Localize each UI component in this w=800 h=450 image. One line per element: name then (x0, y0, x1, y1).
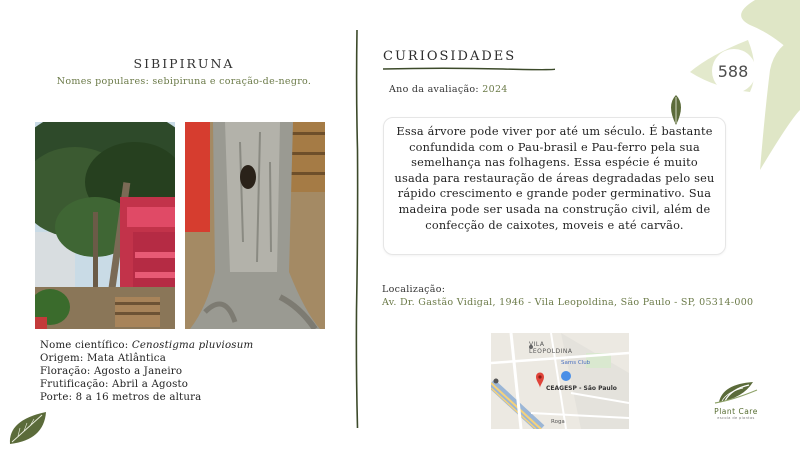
location-map[interactable] (491, 333, 629, 429)
fruiting-line: Frutificação: Abril a Agosto (40, 379, 189, 390)
trunk-image (185, 122, 325, 329)
map-street-label: Roga (551, 419, 565, 425)
scientific-name-line (40, 339, 253, 352)
description-card (383, 117, 726, 255)
popular-names: Nomes populares: sebipiruna e coração-de-negro. (56, 76, 312, 87)
scientific-name: Cenostigma pluviosum (131, 340, 254, 351)
trunk-photo (185, 122, 325, 329)
map-district-label: VILA LEOPOLDINA (529, 341, 573, 355)
map-pin-label: CEAGESP - São Paulo (546, 385, 617, 392)
tree-canopy-image (35, 122, 175, 329)
corner-leaf-icon (8, 410, 48, 446)
location-label: Localização: (382, 284, 446, 295)
size-line: Porte: 8 a 16 metros de altura (40, 392, 202, 403)
logo-name: Plant Care (714, 407, 758, 416)
title-underline (383, 66, 555, 72)
tree-photo (35, 122, 175, 329)
species-facts (40, 339, 253, 404)
location-address: Av. Dr. Gastão Vidigal, 1946 - Vila Leopoldina, São Paulo - SP, 05314-000 (382, 297, 754, 308)
map-store-label: Sams Club (561, 360, 591, 366)
plant-care-logo (706, 380, 766, 425)
scientific-name-label: Nome científico: (40, 340, 132, 351)
leaf-icon (666, 95, 686, 125)
species-title: SIBIPIRUNA (133, 56, 235, 71)
year-label: Ano da avaliação: (389, 84, 483, 95)
year-value: 2024 (482, 84, 508, 95)
curiosities-title: CURIOSIDADES (383, 49, 517, 64)
logo-leaf-mark (713, 380, 759, 404)
tree-number-badge: 588 (717, 62, 749, 81)
column-divider (353, 30, 361, 428)
evaluation-year (389, 84, 508, 95)
logo-tagline: escola de plantas (717, 416, 755, 420)
origin-line: Origem: Mata Atlântica (40, 353, 166, 364)
description-text: Essa árvore pode viver por até um século. É bastante confundida com o Pau-brasil e Pau-ferro pela sua semelhança nas folhagens. Essa espécie é muito usada para restauração de áreas degradadas pelo seu rápido crescimento e grande poder germinativo. Sua madeira pode ser usada na construção civil, além de confecção de caixotes, moveis e até carvão. (394, 125, 715, 232)
flowering-line: Floração: Agosto a Janeiro (40, 366, 183, 377)
leaf-decoration (690, 0, 800, 180)
